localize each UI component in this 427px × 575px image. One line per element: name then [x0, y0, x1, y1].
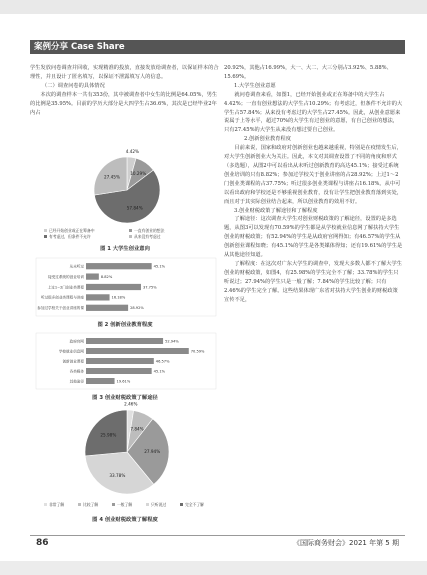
bar	[86, 305, 128, 311]
right-column	[224, 64, 403, 304]
legend-swatch	[44, 229, 47, 232]
bar-category-label: 参加过学校关于创业讲座的课	[37, 306, 84, 311]
bar	[86, 263, 152, 269]
left-heading: （二）调查问卷的具体情况	[42, 82, 105, 89]
bar-data-label: 70.59%	[190, 349, 205, 354]
figure-2-caption: 图 2 创新创业教育程度	[97, 322, 153, 328]
footer-rule	[30, 535, 405, 536]
left-column	[30, 64, 220, 117]
journal-name: 《国际商务财会》2021 年第 5 期	[293, 539, 399, 547]
legend-entry: 从来没有考虑过	[134, 234, 161, 239]
figure-4-caption: 图 4 创业财税政策了解程度	[92, 517, 158, 523]
figure-3-bar-chart	[36, 333, 216, 391]
bar-data-label: 45.1%	[153, 369, 166, 374]
right-paragraph-4: 了解途径：这次调查大学生对创业财税政策的了解途径，设置的是多选题，从图3可以发现有70.59%的学生都是从学校就业信息网了解扶持大学生创业的财税政策；有52.94%的学生是从政府官网得知；有46.57%的学生从创新创业课程知晓；有45.1%的学生是各类媒体得知；还有19.61%的学生是从其他途径知道。	[224, 216, 403, 259]
figure-2-bar-chart	[36, 258, 216, 318]
section-title: 案例分享 Case Share	[34, 42, 125, 52]
pie-data-label: 7.84%	[130, 426, 144, 432]
legend-swatch	[180, 503, 183, 506]
figure-1-caption: 图 1 大学生创业意向	[100, 246, 150, 252]
right-paragraph-1: 20.92%，其他占16.99%，大一、大二、大三分别占3.92%、5.88%、15.69%。	[224, 65, 392, 80]
pie-data-label: 2.46%	[124, 401, 138, 407]
legend-entry: 已经开始创业或正在筹备中	[49, 228, 95, 233]
bar	[86, 294, 110, 300]
legend-entry: 完全不了解	[185, 502, 204, 507]
right-paragraph-5: 了解程度：在这次对广东大学生的调查中，发现大多数人都不了解大学生创业的财税政策，如图4，有25.98%的学生完全不了解；33.78%的学生只听说过；27.94%的学生只是一般了解；7.84%的学生比较了解；只有2.46%的学生完全了解。这些结果体现广东省对扶持大学生创业的财税政策宣传不足，	[224, 260, 402, 303]
pie-data-label: 33.78%	[109, 472, 126, 478]
bar-data-label: 8.82%	[100, 274, 113, 279]
bar-data-label: 45.1%	[153, 264, 166, 269]
bar-category-label: 其他途径	[69, 379, 84, 384]
bar-category-label: 学校就业信息网	[58, 349, 84, 354]
pie-data-label: 10.29%	[130, 171, 147, 177]
pie-data-label: 27.94%	[144, 449, 161, 455]
legend-swatch	[44, 503, 47, 506]
right-heading-1: 1.大学生创业意愿	[234, 82, 276, 89]
legend-entry: 一直有创业的想法	[134, 228, 165, 233]
legend-swatch	[78, 503, 81, 506]
bar-category-label: 从未听过	[69, 264, 84, 269]
bar-data-label: 52.94%	[165, 339, 179, 344]
legend-entry: 只听说过	[151, 502, 167, 507]
figure-4-pie-chart	[40, 401, 215, 512]
top-band	[0, 0, 427, 14]
legend-swatch	[44, 235, 47, 238]
page-number: 86	[36, 538, 49, 548]
right-heading-2: 2.创新创业教育程度	[244, 136, 291, 143]
figure-3-caption: 图 3 创业财税政策了解途径	[92, 395, 158, 401]
bar-data-label: 37.75%	[142, 285, 157, 290]
pie-data-label: 4.42%	[125, 148, 140, 154]
bar-data-label: 19.61%	[116, 379, 131, 384]
legend-swatch	[129, 235, 132, 238]
bar-data-label: 28.92%	[130, 306, 144, 311]
bar	[86, 273, 99, 279]
bar	[86, 338, 163, 344]
bar-data-label: 16.18%	[111, 295, 126, 300]
right-paragraph-3: 目前来说，国家和政府对创新创业也越来越重视，特别是在疫情发生后，对大学生创新创业大为关注。因此，本文对其调查设置了不同的角度和形式（多选题），从图2中可以看出从未听过创新教育的高达45.1%；接受过系统创业培训的只有8.82%；参加过学校关于创业讲座的占28.92%；上过1～2门创业类课程的占37.75%；听过很多创业类课程与讲座占16.18%。从中可以看出政府和学校还是不够重视创业教育，没有让学生把创业教育落到实处，而且对于其实际创业结合起来，所以创业教育的效用不好。	[224, 145, 403, 205]
bar-category-label: 各类媒体	[69, 369, 84, 374]
bar-category-label: 政府官网	[69, 339, 84, 344]
bar-category-label: 上过1~2门创业类课程	[47, 285, 84, 290]
pie-data-label: 57.84%	[126, 205, 143, 211]
legend-swatch	[112, 503, 115, 506]
legend-entry: 一般了解	[117, 502, 133, 507]
bar	[86, 348, 189, 354]
legend-swatch	[129, 229, 132, 232]
legend-entry: 非常了解	[49, 502, 65, 507]
legend-entry: 比较了解	[83, 502, 99, 507]
bottom-band	[0, 561, 427, 575]
bar	[86, 284, 141, 290]
bar	[86, 358, 154, 364]
right-heading-3: 3.创业财税政策了解途径和了解程度	[234, 207, 318, 214]
pie-data-label: 25.98%	[100, 432, 117, 438]
bar-category-label: 接受过系统的创业培训	[48, 274, 84, 279]
left-paragraph-1: 学生发放问卷调查并回收，实现精准的投放，直接发放给调查者，以保证样本的合理性，并且设计了匿名填写，以保证不泄露填写人的信息。	[30, 65, 219, 80]
right-paragraph-2: 就问卷调查来看，如图1，已经开始创业或正在筹备中的大学生占4.42%；一直有创业想法的大学生占10.29%；有考虑过，但条件不允许的大学生占57.84%；从来没有考虑过的大学生占27.45%。因此，从创业意愿来说属于上等水平，超过70%的大学生有过创业的意愿，有自己创业的想法，只有27.45%的大学生从来没有想过要自己创业。	[224, 91, 403, 134]
bar-data-label: 46.57%	[155, 359, 170, 364]
figure-1-pie-chart	[40, 148, 215, 242]
bar	[86, 378, 115, 384]
bar-category-label: 听过很多创业类课程与讲座	[40, 295, 84, 300]
legend-entry: 有考虑过，但条件不允许	[49, 234, 91, 239]
legend-swatch	[146, 503, 149, 506]
left-paragraph-2: 本次的调查样本一共有353份，其中被调查者中女生的比例是64.05%，男生的比例是35.95%。目前的学历大部分是大四学生占36.6%，其次是已经毕业2年内占	[30, 91, 218, 116]
bar	[86, 368, 152, 374]
pie-data-label: 27.45%	[103, 174, 120, 180]
bar-category-label: 创新创业课程	[62, 359, 84, 364]
